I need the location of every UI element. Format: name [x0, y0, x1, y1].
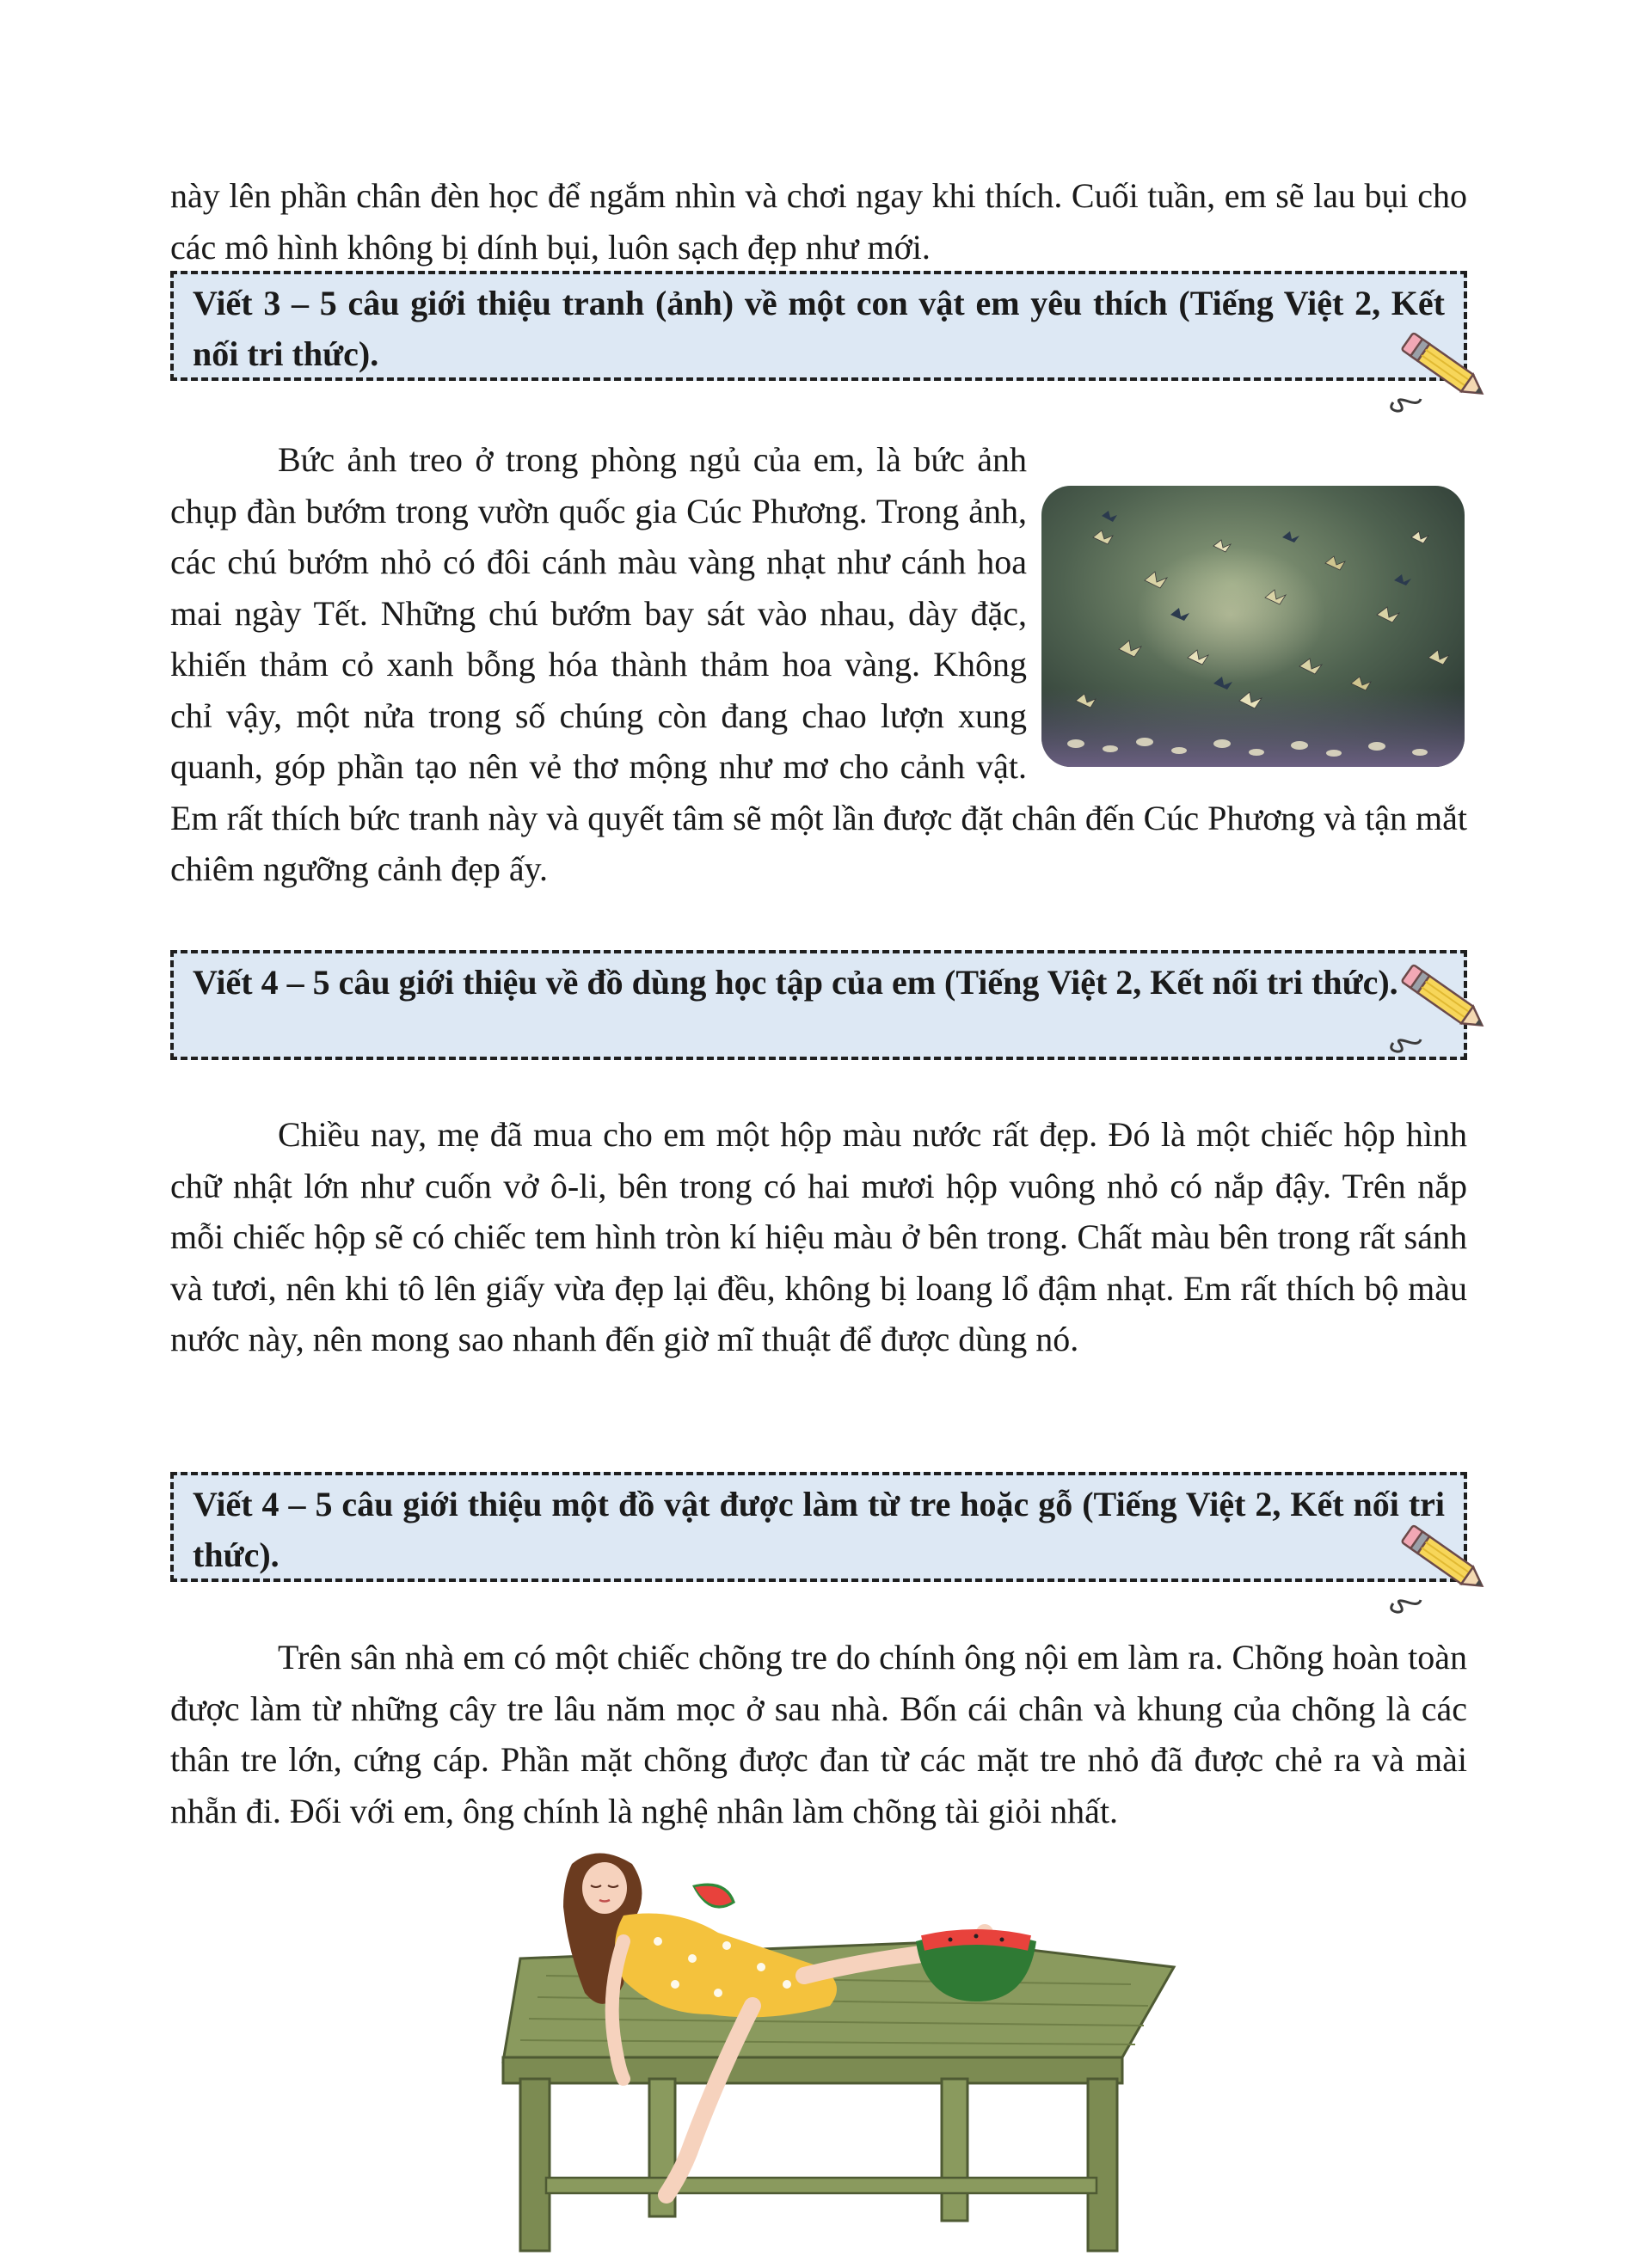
section-2-paragraph	[170, 1109, 1467, 1365]
section-3-heading-box	[170, 1472, 1467, 1582]
pencil-icon	[1386, 310, 1511, 426]
section-2-body: Chiều nay, mẹ đã mua cho em một hộp màu nước rất đẹp. Đó là một chiếc hộp hình chữ nhật lớn như cuốn vở ô-li, bên trong có hai mươi hộp vuông nhỏ có nắp đậy. Trên nắp mỗi chiếc hộp sẽ có chiếc tem hình tròn kí hiệu màu ở bên trong. Chất màu bên trong rất sánh và tươi, nên khi tô lên giấy vừa đẹp lại đều, không bị loang lổ đậm nhạt. Em rất thích bộ màu nước này, nên mong sao nhanh đến giờ mĩ thuật để được dùng nó.	[170, 1115, 1467, 1358]
butterfly-photo	[1041, 486, 1465, 767]
girl-on-bamboo-bed-illustration	[494, 1847, 1182, 2268]
section-2-heading-box	[170, 950, 1467, 1060]
section-1-heading-box	[170, 271, 1467, 381]
section-3-paragraph	[170, 1632, 1467, 1836]
pencil-icon	[1386, 1511, 1511, 1627]
section-1-body: Bức ảnh treo ở trong phòng ngủ của em, là bức ảnh chụp đàn bướm trong vườn quốc gia Cúc Phương. Trong ảnh, các chú bướm nhỏ có đôi cánh màu vàng nhạt như cánh hoa mai ngày Tết. Những chú bướm bay sát vào nhau, dày đặc, khiến thảm cỏ xanh bỗng hóa thành thảm hoa vàng. Không chỉ vậy, một nửa trong số chúng còn đang chao lượn xung quanh, góp phần tạo nên vẻ thơ mộng như mơ cho cảnh vật. Em rất thích bức tranh này và quyết tâm sẽ một lần được đặt chân đến Cúc Phương và tận mắt chiêm ngưỡng cảnh đẹp ấy.	[170, 440, 1467, 888]
section-1-heading: Viết 3 – 5 câu giới thiệu tranh (ảnh) về một con vật em yêu thích (Tiếng Việt 2, Kết nối tri thức).	[193, 284, 1445, 373]
section-3-body: Trên sân nhà em có một chiếc chõng tre do chính ông nội em làm ra. Chõng hoàn toàn được làm từ những cây tre lâu năm mọc ở sau nhà. Bốn cái chân và khung của chõng là các thân tre lớn, cứng cáp. Phần mặt chõng được đan từ các mặt tre nhỏ đã được chẻ ra và mài nhẵn đi. Đối với em, ông chính là nghệ nhân làm chõng tài giỏi nhất.	[170, 1638, 1467, 1830]
intro-paragraph: này lên phần chân đèn học để ngắm nhìn và chơi ngay khi thích. Cuối tuần, em sẽ lau bụi cho các mô hình không bị dính bụi, luôn sạch đẹp như mới.	[170, 176, 1467, 267]
pencil-icon	[1386, 950, 1511, 1066]
section-2-heading: Viết 4 – 5 câu giới thiệu về đồ dùng học tập của em (Tiếng Việt 2, Kết nối tri thức).	[193, 963, 1398, 1002]
section-3-heading: Viết 4 – 5 câu giới thiệu một đồ vật được làm từ tre hoặc gỗ (Tiếng Việt 2, Kết nối tri thức).	[193, 1485, 1445, 1574]
